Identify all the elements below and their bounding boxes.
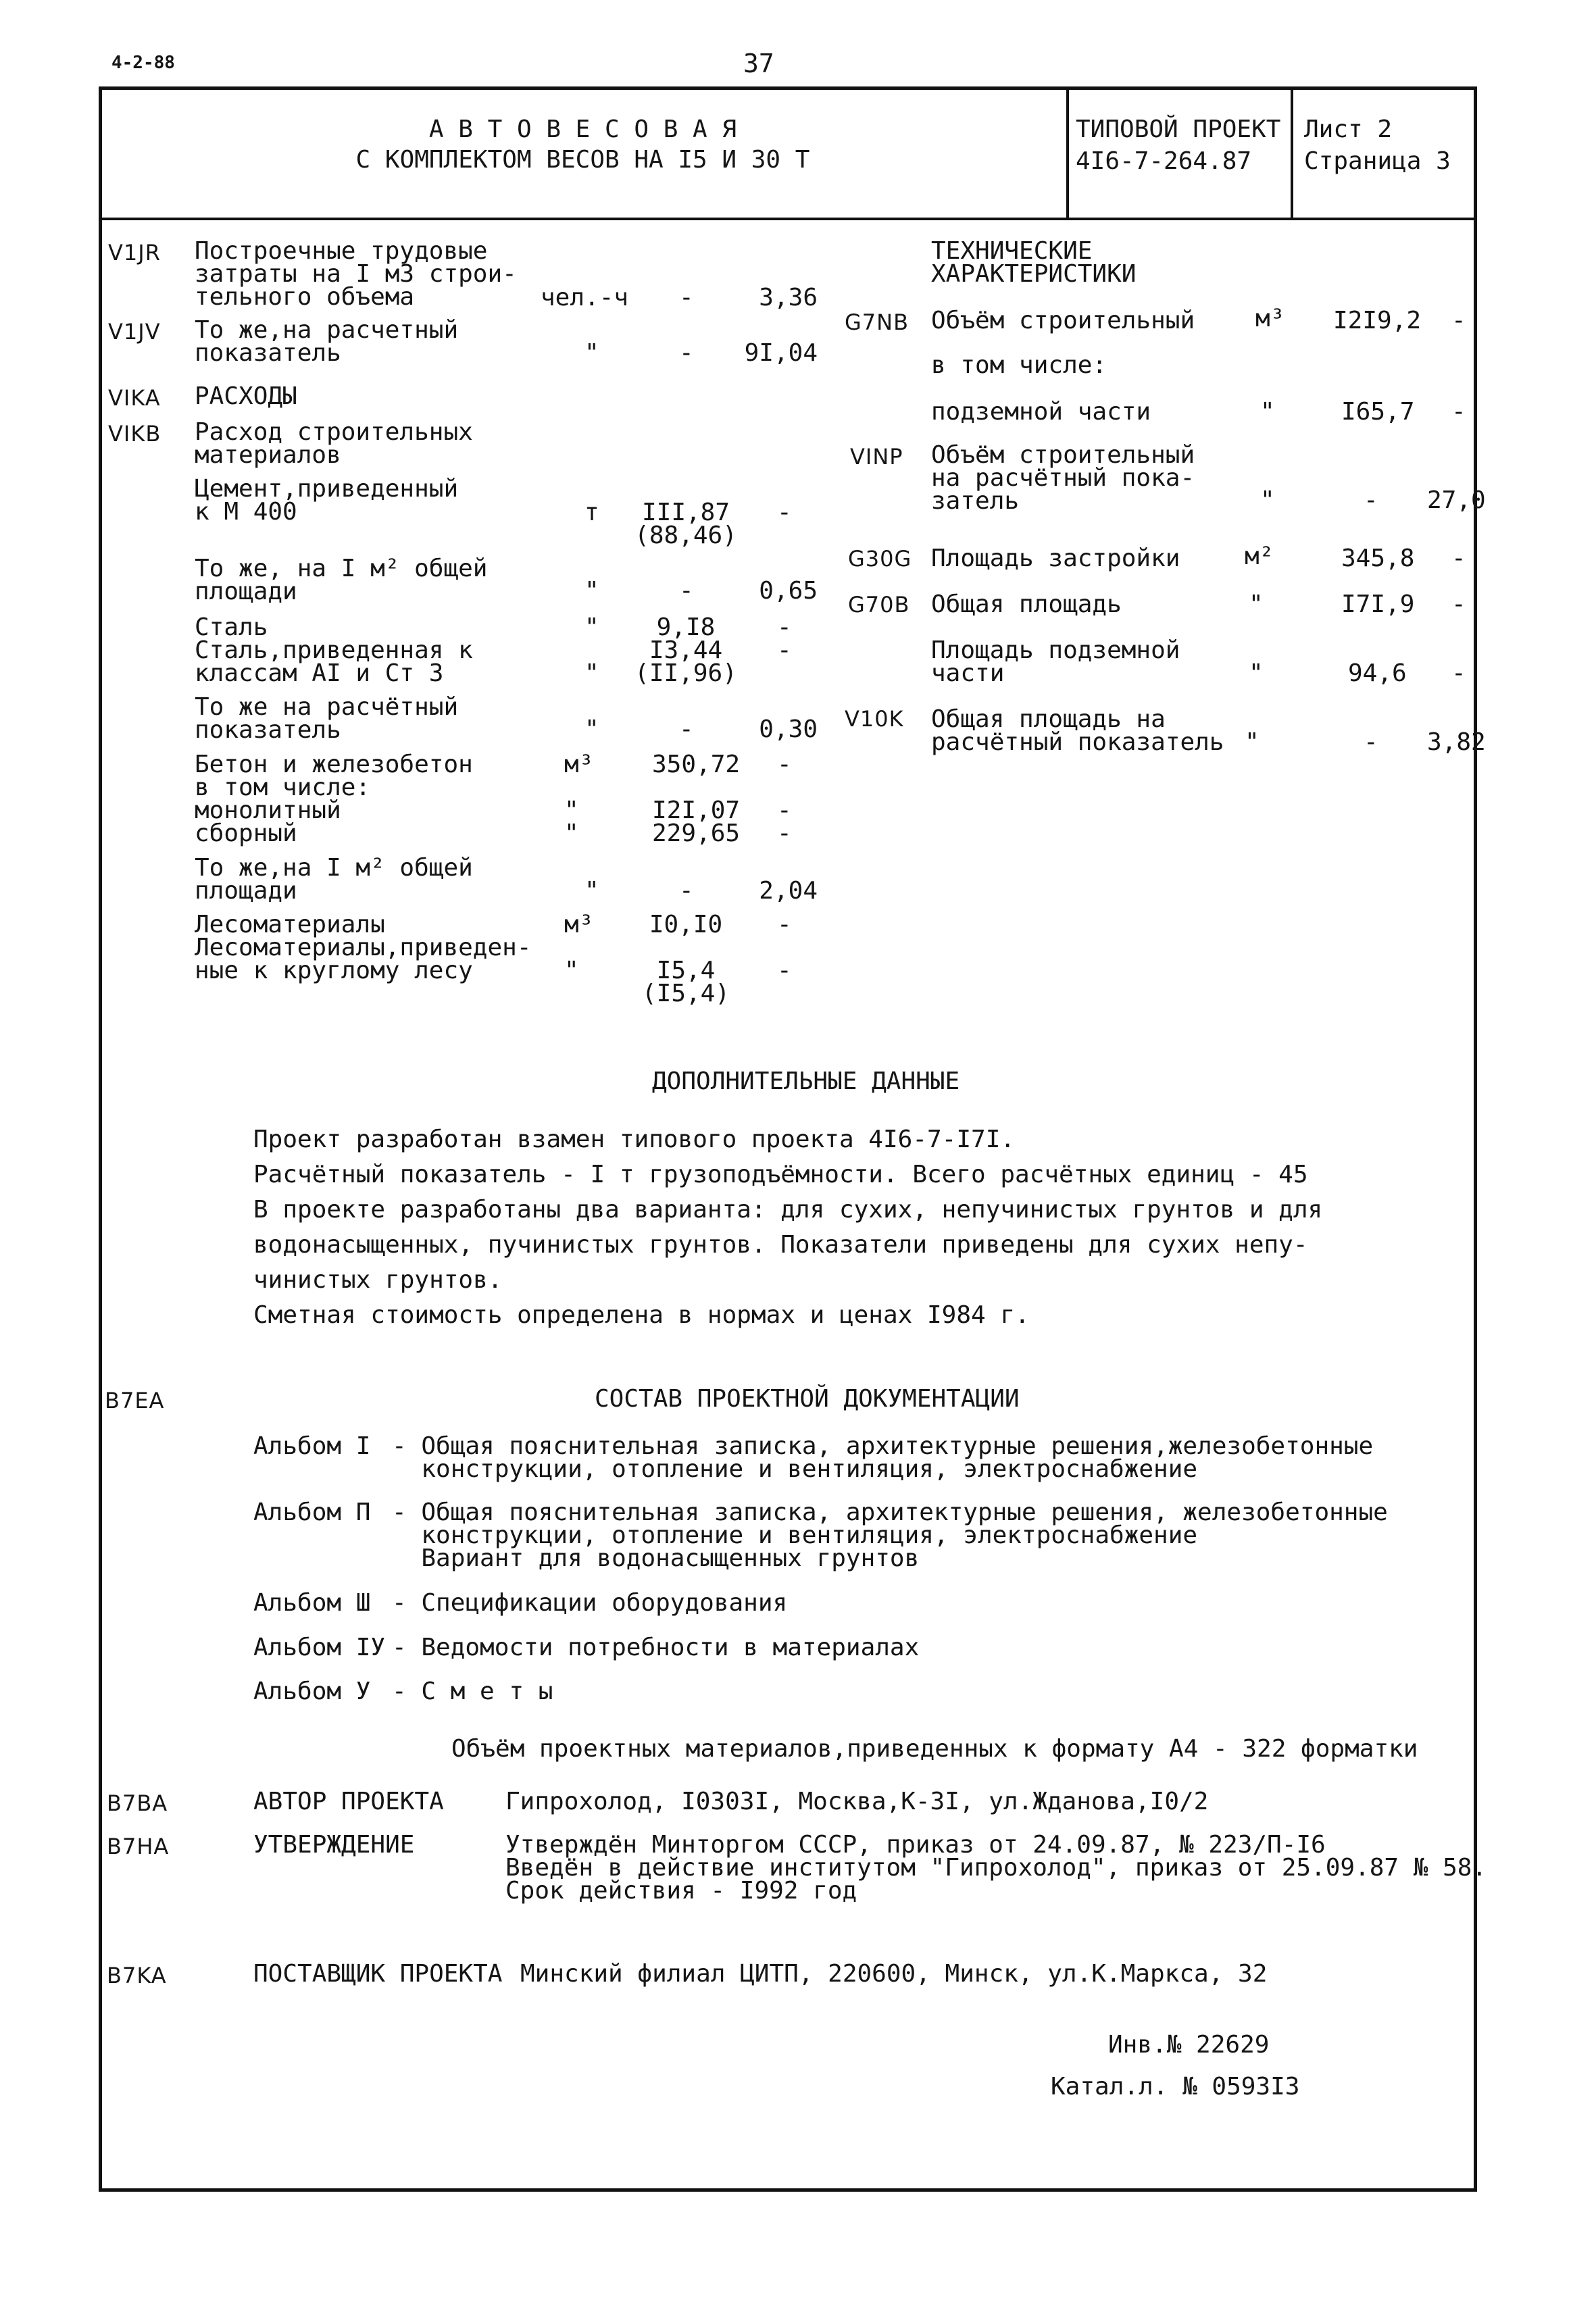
row-value-2: -	[1451, 545, 1466, 572]
project-number: 4I6-7-264.87	[1076, 147, 1252, 175]
info-code: B7KA	[107, 1963, 167, 1988]
row-value-2: 3,36	[759, 284, 818, 311]
row-value-2: -	[1451, 590, 1466, 618]
row-value-1: -	[679, 715, 694, 743]
page-number: 37	[743, 49, 774, 78]
row-name: Бетон и железобетон в том числе: монолитный сборный	[195, 751, 473, 847]
row-unit: "	[584, 339, 599, 367]
album-label: Альбом П	[253, 1499, 371, 1526]
album-label: Альбом I	[253, 1432, 371, 1460]
row-value-2: 3,82	[1427, 728, 1486, 756]
row-value-1: -	[1364, 728, 1378, 756]
row-value-2: -	[1451, 398, 1466, 426]
row-name: То же, на I м² общей площади	[195, 555, 488, 605]
row-unit: "	[584, 715, 599, 743]
album-text: - Спецификации оборудования	[392, 1589, 788, 1617]
row-value-2: -	[777, 499, 792, 526]
catalog-number: Катал.л. № 0593I3	[1051, 2073, 1300, 2101]
info-label: АВТОР ПРОЕКТА	[253, 1788, 444, 1815]
row-code: VIKA	[108, 385, 161, 411]
row-value-1: 350,72 I2I,07 229,65	[652, 751, 741, 847]
row-name: Общая площадь на расчётный показатель	[931, 705, 1224, 756]
inventory-number: Инв.№ 22629	[1108, 2031, 1270, 2059]
row-name: То же,на расчетный показатель	[195, 316, 459, 367]
title-line-1: А В Т О В Е С О В А Я	[428, 116, 737, 143]
sheet-label: Лист 2	[1304, 116, 1393, 143]
page-label: Страница 3	[1304, 147, 1451, 175]
album-text: - Ведомости потребности в материалах	[392, 1634, 920, 1661]
row-value-1: -	[679, 877, 694, 905]
info-label: УТВЕРЖДЕНИЕ	[253, 1831, 415, 1859]
additional-line: Сметная стоимость определена в нормах и ценах I984 г.	[253, 1301, 1030, 1329]
row-value-2: - -	[777, 911, 792, 984]
row-code: V1JV	[108, 319, 161, 345]
row-name: Площадь подземной части	[931, 636, 1180, 687]
row-name: Объём строительный на расчётный пока- затель	[931, 441, 1195, 515]
additional-heading: ДОПОЛНИТЕЛЬНЫЕ ДАННЫЕ	[652, 1067, 960, 1095]
info-code: B7HA	[107, 1834, 170, 1859]
info-text: Утверждён Минторгом СССР, приказ от 24.09.87, № 223/П-I6 Введён в действие институтом "Гипрохолод", приказ от 25.09.87 № 58. Срок действия - I992 год	[505, 1831, 1487, 1905]
row-unit: "	[1249, 590, 1264, 618]
row-unit: "	[1260, 486, 1275, 514]
album-text: - Общая пояснительная записка, архитектурные решения,железобетонные конструкции, отопление и вентиляция, электроснабжение	[392, 1432, 1374, 1483]
row-name: в том числе:	[931, 351, 1107, 379]
title-line-2: С КОМПЛЕКТОМ ВЕСОВ НА I5 И 30 Т	[355, 146, 810, 174]
additional-line: Проект разработан взамен типового проекта 4I6-7-I7I.	[253, 1126, 1016, 1153]
row-name: Общая площадь	[931, 590, 1122, 618]
header-col-divider-2	[1291, 86, 1293, 219]
row-value-2: - -	[777, 613, 792, 664]
album-label: Альбом У	[253, 1678, 371, 1705]
row-value-2: - - -	[777, 751, 792, 847]
row-code: VIKB	[108, 421, 161, 447]
row-value-1: 94,6	[1348, 659, 1407, 687]
row-unit: "	[1249, 659, 1264, 687]
album-text: - С м е т ы	[392, 1678, 553, 1705]
volume-line: Объём проектных материалов,приведенных к формату А4 - 322 форматки	[451, 1735, 1418, 1763]
album-label: Альбом Ш	[253, 1589, 371, 1617]
info-label: ПОСТАВЩИК ПРОЕКТА	[253, 1960, 503, 1988]
row-value-1: -	[1364, 486, 1378, 514]
row-name: Цемент,приведенный к М 400	[195, 475, 459, 526]
info-text: Минский филиал ЦИТП, 220600, Минск, ул.К.Маркса, 32	[520, 1960, 1268, 1988]
header-col-divider-1	[1066, 86, 1069, 219]
row-name: РАСХОДЫ	[195, 382, 297, 410]
row-unit: м³	[1255, 305, 1285, 332]
row-name: Лесоматериалы Лесоматериалы,приведен- ные к круглому лесу	[195, 911, 532, 984]
row-unit: чел.-ч	[541, 284, 629, 311]
row-code: V1JR	[108, 240, 161, 266]
row-name: Объём строительный	[931, 307, 1195, 334]
album-text: - Общая пояснительная записка, архитектурные решения, железобетонные конструкции, отопление и вентиляция, электроснабжение Вариант для водонасыщенных грунтов	[392, 1499, 1388, 1572]
row-unit: "	[584, 577, 599, 605]
row-code: G7NB	[845, 309, 909, 335]
album-label: Альбом IУ	[253, 1634, 386, 1661]
row-value-1: -	[679, 339, 694, 367]
row-code: VINP	[850, 444, 903, 470]
row-name: подземной части	[931, 398, 1151, 426]
row-name: То же,на I м² общей площади	[195, 854, 473, 905]
row-unit: " "	[584, 613, 599, 687]
row-code: G30G	[848, 546, 912, 572]
row-name: Построечные трудовые затраты на I м3 строи- тельного объема	[195, 237, 517, 311]
row-unit: "	[584, 877, 599, 905]
row-value-1: 9,I8 I3,44 (II,96)	[634, 613, 737, 687]
row-unit: т	[584, 499, 599, 526]
additional-line: В проекте разработаны два варианта: для сухих, непучинистых грунтов и для	[253, 1196, 1323, 1224]
row-name: То же на расчётный показатель	[195, 693, 459, 744]
row-name: Расход строительных материалов	[195, 418, 473, 469]
row-value-2: -	[1451, 307, 1466, 334]
row-unit: м²	[1245, 543, 1274, 570]
row-code: V10K	[845, 706, 904, 732]
row-value-1: -	[679, 577, 694, 605]
row-name: Сталь Сталь,приведенная к классам АI и Ст 3	[195, 613, 473, 687]
row-unit: "	[1260, 398, 1275, 426]
row-value-2: 0,65	[759, 577, 818, 605]
row-value-1: I0,I0 I5,4 (I5,4)	[641, 911, 730, 1007]
row-code: G70B	[848, 592, 910, 618]
project-label: ТИПОВОЙ ПРОЕКТ	[1076, 116, 1281, 143]
additional-line: чинистых грунтов.	[253, 1266, 503, 1294]
row-value-2: -	[1451, 659, 1466, 687]
row-value-1: I7I,9	[1341, 590, 1415, 618]
composition-heading: СОСТАВ ПРОЕКТНОЙ ДОКУМЕНТАЦИИ	[595, 1385, 1020, 1413]
header-divider	[99, 218, 1477, 220]
additional-line: Расчётный показатель - I т грузоподъёмности. Всего расчётных единиц - 45	[253, 1161, 1308, 1188]
row-unit: м³ " "	[564, 751, 594, 847]
row-value-1: I65,7	[1341, 398, 1415, 426]
row-unit: "	[1245, 728, 1260, 756]
row-value-2: 27,0	[1427, 486, 1486, 514]
row-value-1: I2I9,2	[1333, 307, 1422, 334]
info-text: Гипрохолод, I0303I, Москва,К-3I, ул.Жданова,I0/2	[505, 1788, 1209, 1815]
composition-code: B7EA	[105, 1388, 165, 1413]
row-value-1: III,87 (88,46)	[634, 499, 737, 549]
row-unit: м³ "	[564, 911, 594, 984]
row-value-2: 9I,04	[744, 339, 818, 367]
additional-line: водонасыщенных, пучинистых грунтов. Показатели приведены для сухих непу-	[253, 1231, 1308, 1259]
row-value-1: 345,8	[1341, 545, 1415, 572]
doc-date: 4-2-88	[111, 53, 175, 73]
info-code: B7BA	[107, 1790, 168, 1816]
row-name: Площадь застройки	[931, 545, 1180, 572]
row-value-1: -	[679, 284, 694, 311]
tech-heading: ТЕХНИЧЕСКИЕ ХАРАКТЕРИСТИКИ	[931, 237, 1137, 288]
row-value-2: 2,04	[759, 877, 818, 905]
row-value-2: 0,30	[759, 715, 818, 743]
